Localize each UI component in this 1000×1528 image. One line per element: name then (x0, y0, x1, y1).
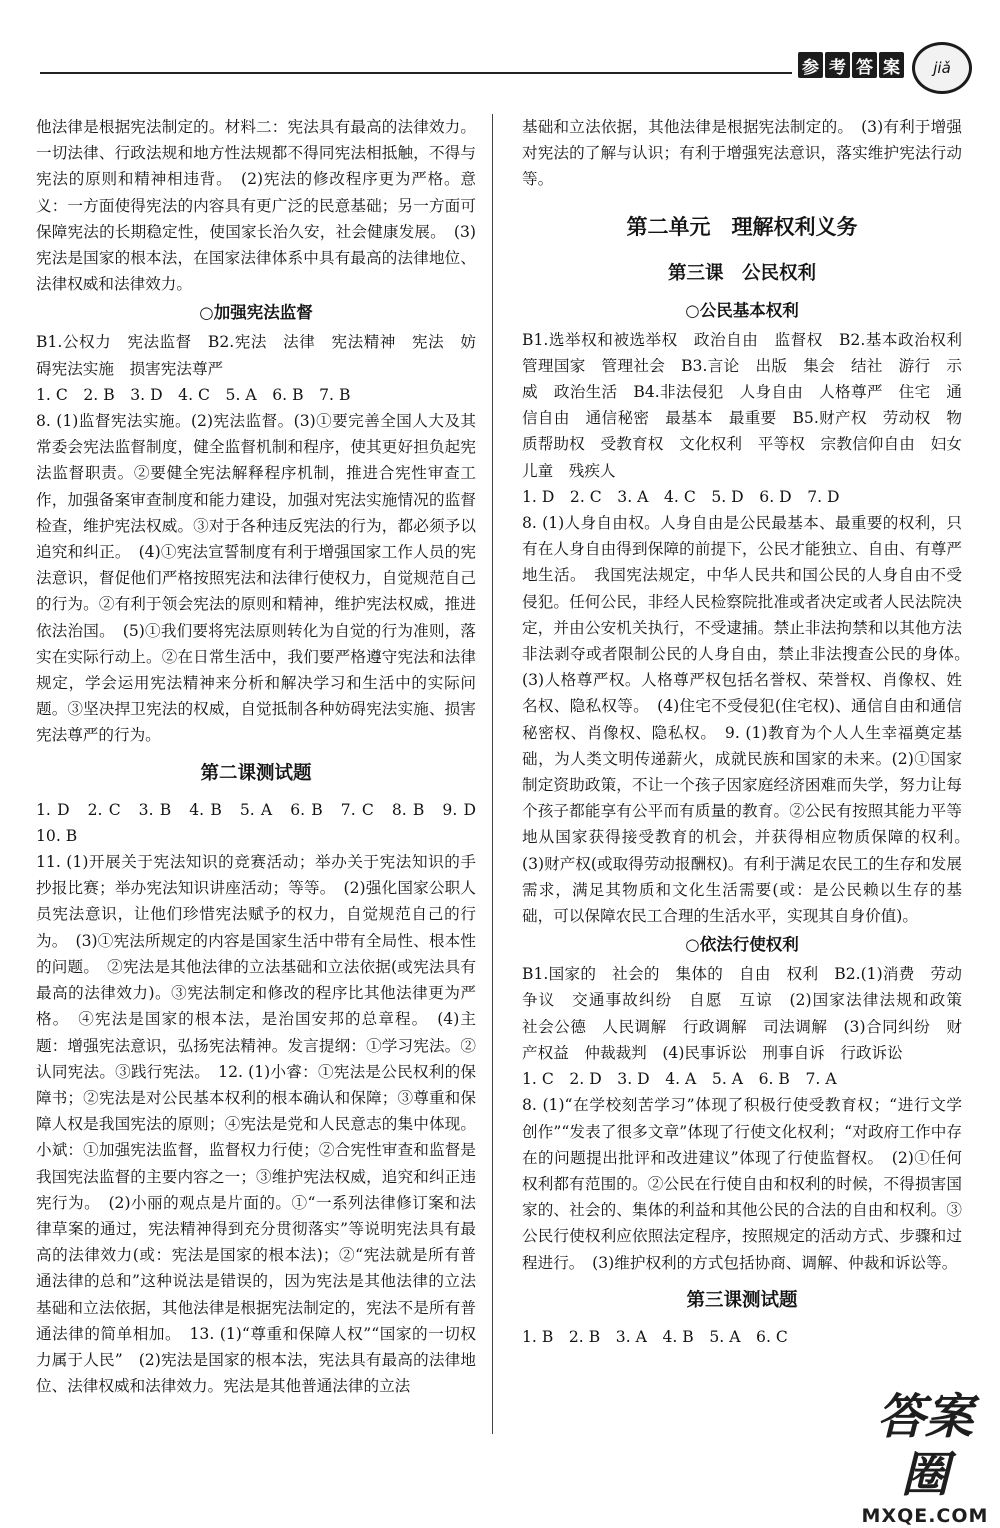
answer-choices: 1. C 2. B 3. D 4. C 5. A 6. B 7. B (36, 385, 351, 404)
lesson-heading: 第三课 公民权利 (667, 262, 816, 284)
section-subheading: ○公民基本权利 (685, 300, 799, 320)
header-badge (798, 52, 904, 78)
section-subheading: ○加强宪法监督 (199, 303, 313, 323)
badge-char: 参 (798, 52, 823, 78)
answer-paragraph: 8. (1)“在学校刻苦学习”体现了积极行使受教育权；“进行文学创作”“发表了很多文章”体现了行使文化权利；“对政府工作中存在的问题提出批评和改进建议”体现了行使监督权。 (2)①任何权利都有范围的。②公民在行使自由和权利的时候，不得损害国家的、社会的、集体的利益和其他公民的合法的自由和权利。③公民行使权利应依照法定程序，按照规定的活动方式、步骤和过程进行。 (3)维护权利的方式包括协商、调解、仲裁和诉讼等。 (522, 1096, 962, 1272)
answer-paragraph: 8. (1)监督宪法实施。(2)宪法监督。(3)①要完善全国人大及其常委会宪法监督制度，健全监督机制和程序，使其更好担负起宪法监督职责。②要健全宪法解释程序机制，推进合宪性审查工作，加强备案审查制度和能力建设，加强对宪法实施情况的监督检查，维护宪法权威。③对于各种违反宪法的行为，都必须予以追究和纠正。 (4)①宪法宣誓制度有利于增强国家工作人员的宪法意识，督促他们严格按照宪法和法律行使权力，自觉规范自己的行为。②有利于领会宪法的原则和精神，维护宪法权威，推进依法治国。 (5)①我们要将宪法原则转化为自觉的行为准则，落实在实际行动上。②在日常生活中，我们要严格遵守宪法和法律规定，学会运用宪法精神来分析和解决学习和生活中的实际问题。③坚决捍卫宪法的权威，自觉抵制各种妨碍宪法实施、损害宪法尊严的行为。 (36, 412, 476, 745)
column-divider (492, 114, 493, 1434)
badge-char: 答 (852, 52, 877, 78)
answer-choices: 1. D 2. C 3. B 4. B 5. A 6. B 7. C 8. B 9. D 10. B (36, 800, 492, 845)
section-subheading: ○依法行使权利 (685, 935, 799, 955)
unit-heading: 第二单元 理解权利义务 (626, 214, 858, 239)
watermark-main: 答案圈 (876, 1389, 973, 1503)
header-logo: jiǎ (912, 42, 972, 94)
answer-paragraph: 11. (1)开展关于宪法知识的竞赛活动；举办关于宪法知识的手抄报比赛；举办宪法知识讲座活动；等等。 (2)强化国家公职人员宪法意识，让他们珍惜宪法赋予的权力，自觉规范自己的行为。 (3)①宪法所规定的内容是国家生活中带有全局性、根本性的问题。 ②宪法是其他法律的立法基础和立法依据(或宪法具有最高的法律效力)。③宪法制定和修改的程序比其他法律更为严格。 ④宪法是国家的根本法，是治国安邦的总章程。 (4)主题：增强宪法意识，弘扬宪法精神。发言提纲：①学习宪法。②认同宪法。③践行宪法。 12. (1)小睿：①宪法是公民权利的保障书；②宪法是对公民基本权利的根本确认和保障；③尊重和保障人权是我国宪法的原则；④宪法是党和人民意志的集中体现。小斌：①加强宪法监督，监督权力行使；②合宪性审查和监督是我国宪法监督的主要内容之一；③维护宪法权威，追究和纠正违宪行为。 (2)小丽的观点是片面的。①“一系列法律修订案和法律草案的通过，宪法精神得到充分贯彻落实”等说明宪法具有最高的法律效力(或：宪法是国家的根本法)；②“宪法就是所有普通法律的总和”这种说法是错误的，因为宪法是其他法律的立法基础和立法依据，其他法律是根据宪法制定的，宪法不是所有普通法律的简单相加。 13. (1)“尊重和保障人权”“国家的一切权力属于人民” (2)宪法是国家的根本法，宪法具有最高的法律地位、法律权威和法律效力。宪法是其他普通法律的立法 (36, 853, 476, 1396)
answer-choices: 1. D 2. C 3. A 4. C 5. D 6. D 7. D (522, 487, 840, 506)
badge-char: 案 (879, 52, 904, 78)
answer-paragraph: 8. (1)人身自由权。人身自由是公民最基本、最重要的权利，只有在人身自由得到保障的前提下，公民才能独立、自由、有尊严地生活。 我国宪法规定，中华人民共和国公民的人身自由不受侵犯。任何公民，非经人民检察院批准或者决定或者人民法院决定，并由公安机关执行，不受逮捕。禁止非法拘禁和以其他方法非法剥夺或者限制公民的人身自由，禁止非法搜查公民的身体。 (3)人格尊严权。人格尊严权包括名誉权、荣誉权、肖像权、姓名权、隐私权等。 (4)住宅不受侵犯(住宅权)、通信自由和通信秘密权、肖像权、隐私权。 9. (1)教育为个人人生幸福奠定基础，为人类文明传递薪火，成就民族和国家的未来。(2)①国家制定资助政策，不让一个孩子因家庭经济困难而失学，努力让每个孩子都能享有公平而有质量的教育。②公民有按照其能力平等地从国家获得接受教育的机会，并获得相应物质保障的权利。 (3)财产权(或取得劳动报酬权)。有利于满足农民工的生存和发展需求，满足其物质和文化生活需要(或：是公民赖以生存的基础，可以保障农民工合理的生活水平，实现其自身价值)。 (522, 514, 978, 926)
header-rule (40, 72, 792, 74)
answer-paragraph: B1.公权力 宪法监督 B2.宪法 法律 宪法精神 宪法 妨碍宪法实施 损害宪法尊严 (36, 333, 476, 378)
answer-paragraph: B1.选举权和被选举权 政治自由 监督权 B2.基本政治权利 管理国家 管理社会 B3.言论 出版 集会 结社 游行 示威 政治生活 B4.非法侵犯 人身自由 人格尊严 住宅 通信自由 通信秘密 最基本 最重要 B5.财产权 劳动权 物质帮助权 受教育权 文化权利 平等权 宗教信仰自由 妇女 儿童 残疾人 (522, 330, 978, 480)
section-heading: 第二课测试题 (200, 762, 312, 784)
section-heading: 第三课测试题 (686, 1289, 798, 1311)
answer-paragraph: 基础和立法依据，其他法律是根据宪法制定的。 (3)有利于增强对宪法的了解与认识；有利于增强宪法意识，落实维护宪法行动等。 (522, 118, 962, 189)
right-column (522, 114, 978, 1350)
answer-paragraph: B1.国家的 社会的 集体的 自由 权利 B2.(1)消费 劳动争议 交通事故纠纷 自愿 互谅 (2)国家法律法规和政策 社会公德 人民调解 行政调解 司法调解 (3)合同纠纷 财产权益 仲裁裁判 (4)民事诉讼 刑事自诉 行政诉讼 (522, 965, 978, 1062)
watermark-logo (855, 1388, 995, 1527)
answer-choices: 1. C 2. D 3. D 4. A 5. A 6. B 7. A (522, 1070, 837, 1089)
answer-choices: 1. B 2. B 3. A 4. B 5. A 6. C (522, 1327, 788, 1346)
left-column (36, 114, 492, 1399)
watermark-url: MXQE.COM (861, 1505, 989, 1527)
badge-char: 考 (825, 52, 850, 78)
answer-paragraph: 他法律是根据宪法制定的。材料二：宪法具有最高的法律效力。一切法律、行政法规和地方性法规都不得同宪法相抵触，不得与宪法的原则和精神相违背。 (2)宪法的修改程序更为严格。意义：一方面使得宪法的内容具有更广泛的民意基础；另一方面可保障宪法的长期稳定性，使国家长治久安，社会健康发展。 (3)宪法是国家的根本法，在国家法律体系中具有最高的法律地位、法律权威和法律效力。 (36, 118, 476, 294)
